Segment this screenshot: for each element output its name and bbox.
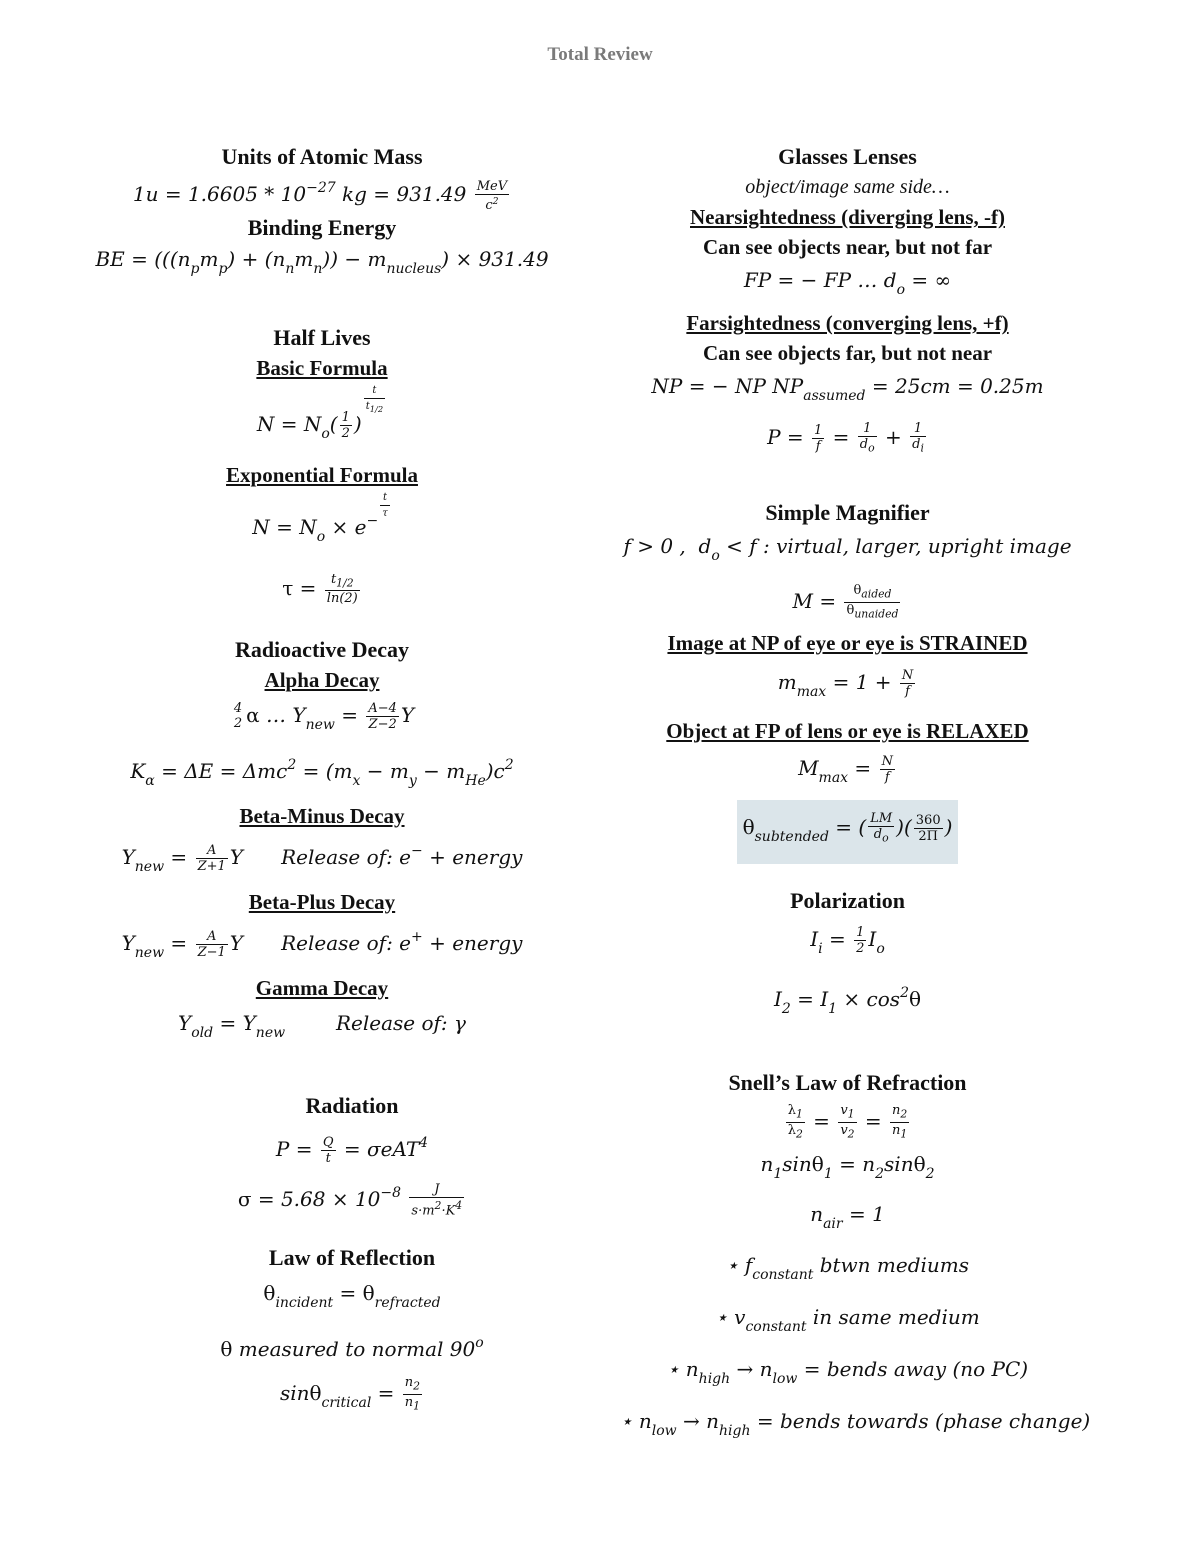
- tau-equation: τ = $\frac{t_{1/2}}{\ln(2)}$: [282, 571, 358, 607]
- left-column: [80, 142, 564, 1427]
- relaxed-magnification: $M_{max}$ = $\frac{N}{f}$: [798, 754, 893, 786]
- nearsightedness-label: Nearsightedness (diverging lens, -f): [690, 205, 1005, 229]
- farsighted-equation: NP = − NP $NP_{assumed} = 25cm = 0.25m$: [651, 374, 1044, 404]
- beta-plus-label: Beta-Plus Decay: [248, 889, 396, 914]
- radioactive-decay-title: Radioactive Decay: [234, 636, 410, 662]
- alpha-energy-equation: $K_\alpha = \Delta E = \Delta mc^2 = (m_x - m_y - m_{He})c^2$: [130, 756, 514, 789]
- snell-ratio-equation: $\frac{\lambda_1}{\lambda_2}$ = $\frac{v_1}{v_2}$ = $\frac{n_2}{n_1}$: [787, 1103, 908, 1141]
- polarization-title: Polarization: [790, 888, 905, 913]
- exponential-formula-label: Exponential Formula: [226, 462, 418, 487]
- gamma-decay-equation: $Y_{old} = Y_{new}$ Release of: γ: [178, 1010, 466, 1041]
- alpha-decay-equation: 4 2 α … $Y_{new}$ = $\frac{A-4}{Z-2}$ Y: [233, 700, 415, 733]
- bends-towards-note: ⋆ $n_{low} \to n_{high}$ = bends towards (phase change): [620, 1409, 1091, 1439]
- page-header: Total Review: [547, 44, 653, 65]
- atomic-mass-equation: $1u = 1.6605 * 10^{-27}$ kg = 931.49 $\frac{\text{MeV}}{c^2}$: [132, 178, 508, 213]
- half-life-basic-equation: $N = N_o$( $\frac{1}{2}$ ) $\frac{t}{t_{1/2}}$: [256, 384, 384, 442]
- binding-energy-title: Binding Energy: [247, 214, 397, 240]
- magnification-equation: M = $\frac{\theta_{aided}}{\theta_{unaided}}$: [792, 583, 899, 621]
- critical-angle-equation: sinθ$_{critical}$ = $\frac{n_2}{n_1}$: [279, 1374, 421, 1413]
- binding-energy-equation: BE = $(((n_pm_p) + (n_nm_n)) - m_{nucleus}) \times 931.49$: [95, 246, 549, 277]
- glasses-title: Glasses Lenses: [778, 144, 917, 169]
- snell-title: Snell’s Law of Refraction: [728, 1070, 967, 1095]
- nearsighted-equation: FP = − FP … $d_o$ = ∞: [743, 268, 952, 298]
- magnifier-condition: f > 0 , $d_o < f$ : virtual, larger, upright image: [623, 534, 1072, 564]
- farsightedness-text: Can see objects far, but not near: [702, 341, 993, 365]
- snell-law-equation: $n_1\sin\theta_1 = n_2\sin\theta_2$: [760, 1152, 935, 1182]
- right-column: [620, 142, 1091, 1452]
- nearsightedness-text: Can see objects near, but not far: [702, 235, 993, 259]
- magnifier-title: Simple Magnifier: [765, 500, 930, 525]
- malus-law-equation: $I_2 = I_1 \times \cos^2\theta$: [773, 985, 922, 1017]
- lens-power-equation: P = $\frac{1}{f}$ = $\frac{1}{d_o}$ + $\frac{1}{d_i}$: [767, 421, 924, 455]
- subtended-angle-equation: $\theta_{subtended}$ = ( $\frac{LM}{d_o}$ )( $\frac{360}{2\Pi}$ ): [620, 800, 1075, 864]
- half-life-exponential-equation: $N = N_o \times e^-$ $\frac{t}{\tau}$: [252, 491, 388, 545]
- farsightedness-label: Farsightedness (converging lens, +f): [686, 311, 1009, 335]
- reflection-title: Law of Reflection: [268, 1244, 436, 1270]
- stefan-boltzmann-equation: $\sigma = 5.68 \times 10^{-8}$ $\frac{J}{s\cdot m^2\cdot K^4}$: [237, 1181, 463, 1219]
- relaxed-label: Object at FP of lens or eye is RELAXED: [666, 719, 1029, 743]
- reflection-angle-equation: $\theta_{incident} = \theta_{refracted}$: [263, 1280, 441, 1311]
- beta-minus-equation: $Y_{new}$ = $\frac{A}{Z+1}$ Y Release of: e− + energy: [121, 842, 523, 875]
- alpha-decay-label: Alpha Decay: [264, 667, 380, 692]
- strained-label: Image at NP of eye or eye is STRAINED: [667, 631, 1028, 655]
- beta-minus-label: Beta-Minus Decay: [239, 803, 405, 828]
- beta-plus-equation: $Y_{new}$ = $\frac{A}{Z-1}$ Y Release of: e+ + energy: [121, 928, 523, 961]
- polarization-half-equation: $I_i$ = $\frac{1}{2}$ $I_o$: [810, 925, 885, 957]
- bends-away-note: ⋆ $n_{high} \to n_{low}$ = bends away (no PC): [666, 1357, 1029, 1387]
- radiation-title: Radiation: [305, 1092, 399, 1118]
- glasses-note: object/image same side…: [745, 176, 950, 198]
- frequency-constant-note: ⋆ $f_{constant}$ btwn mediums: [725, 1253, 970, 1283]
- gamma-decay-label: Gamma Decay: [255, 975, 389, 1000]
- velocity-constant-note: ⋆ $v_{constant}$ in same medium: [715, 1305, 980, 1335]
- radiation-power-equation: P = $\frac{Q}{t}$ = σeAT$^4$: [275, 1134, 429, 1166]
- atomic-mass-title: Units of Atomic Mass: [221, 144, 423, 169]
- reflection-normal-note: θ measured to normal 90$^o$: [220, 1334, 484, 1361]
- strained-magnification: $m_{max} = 1$ + $\frac{N}{f}$: [777, 668, 914, 700]
- n-air-equation: $n_{air} = 1$: [810, 1202, 885, 1232]
- basic-formula-label: Basic Formula: [256, 355, 388, 380]
- half-lives-title: Half Lives: [273, 324, 371, 350]
